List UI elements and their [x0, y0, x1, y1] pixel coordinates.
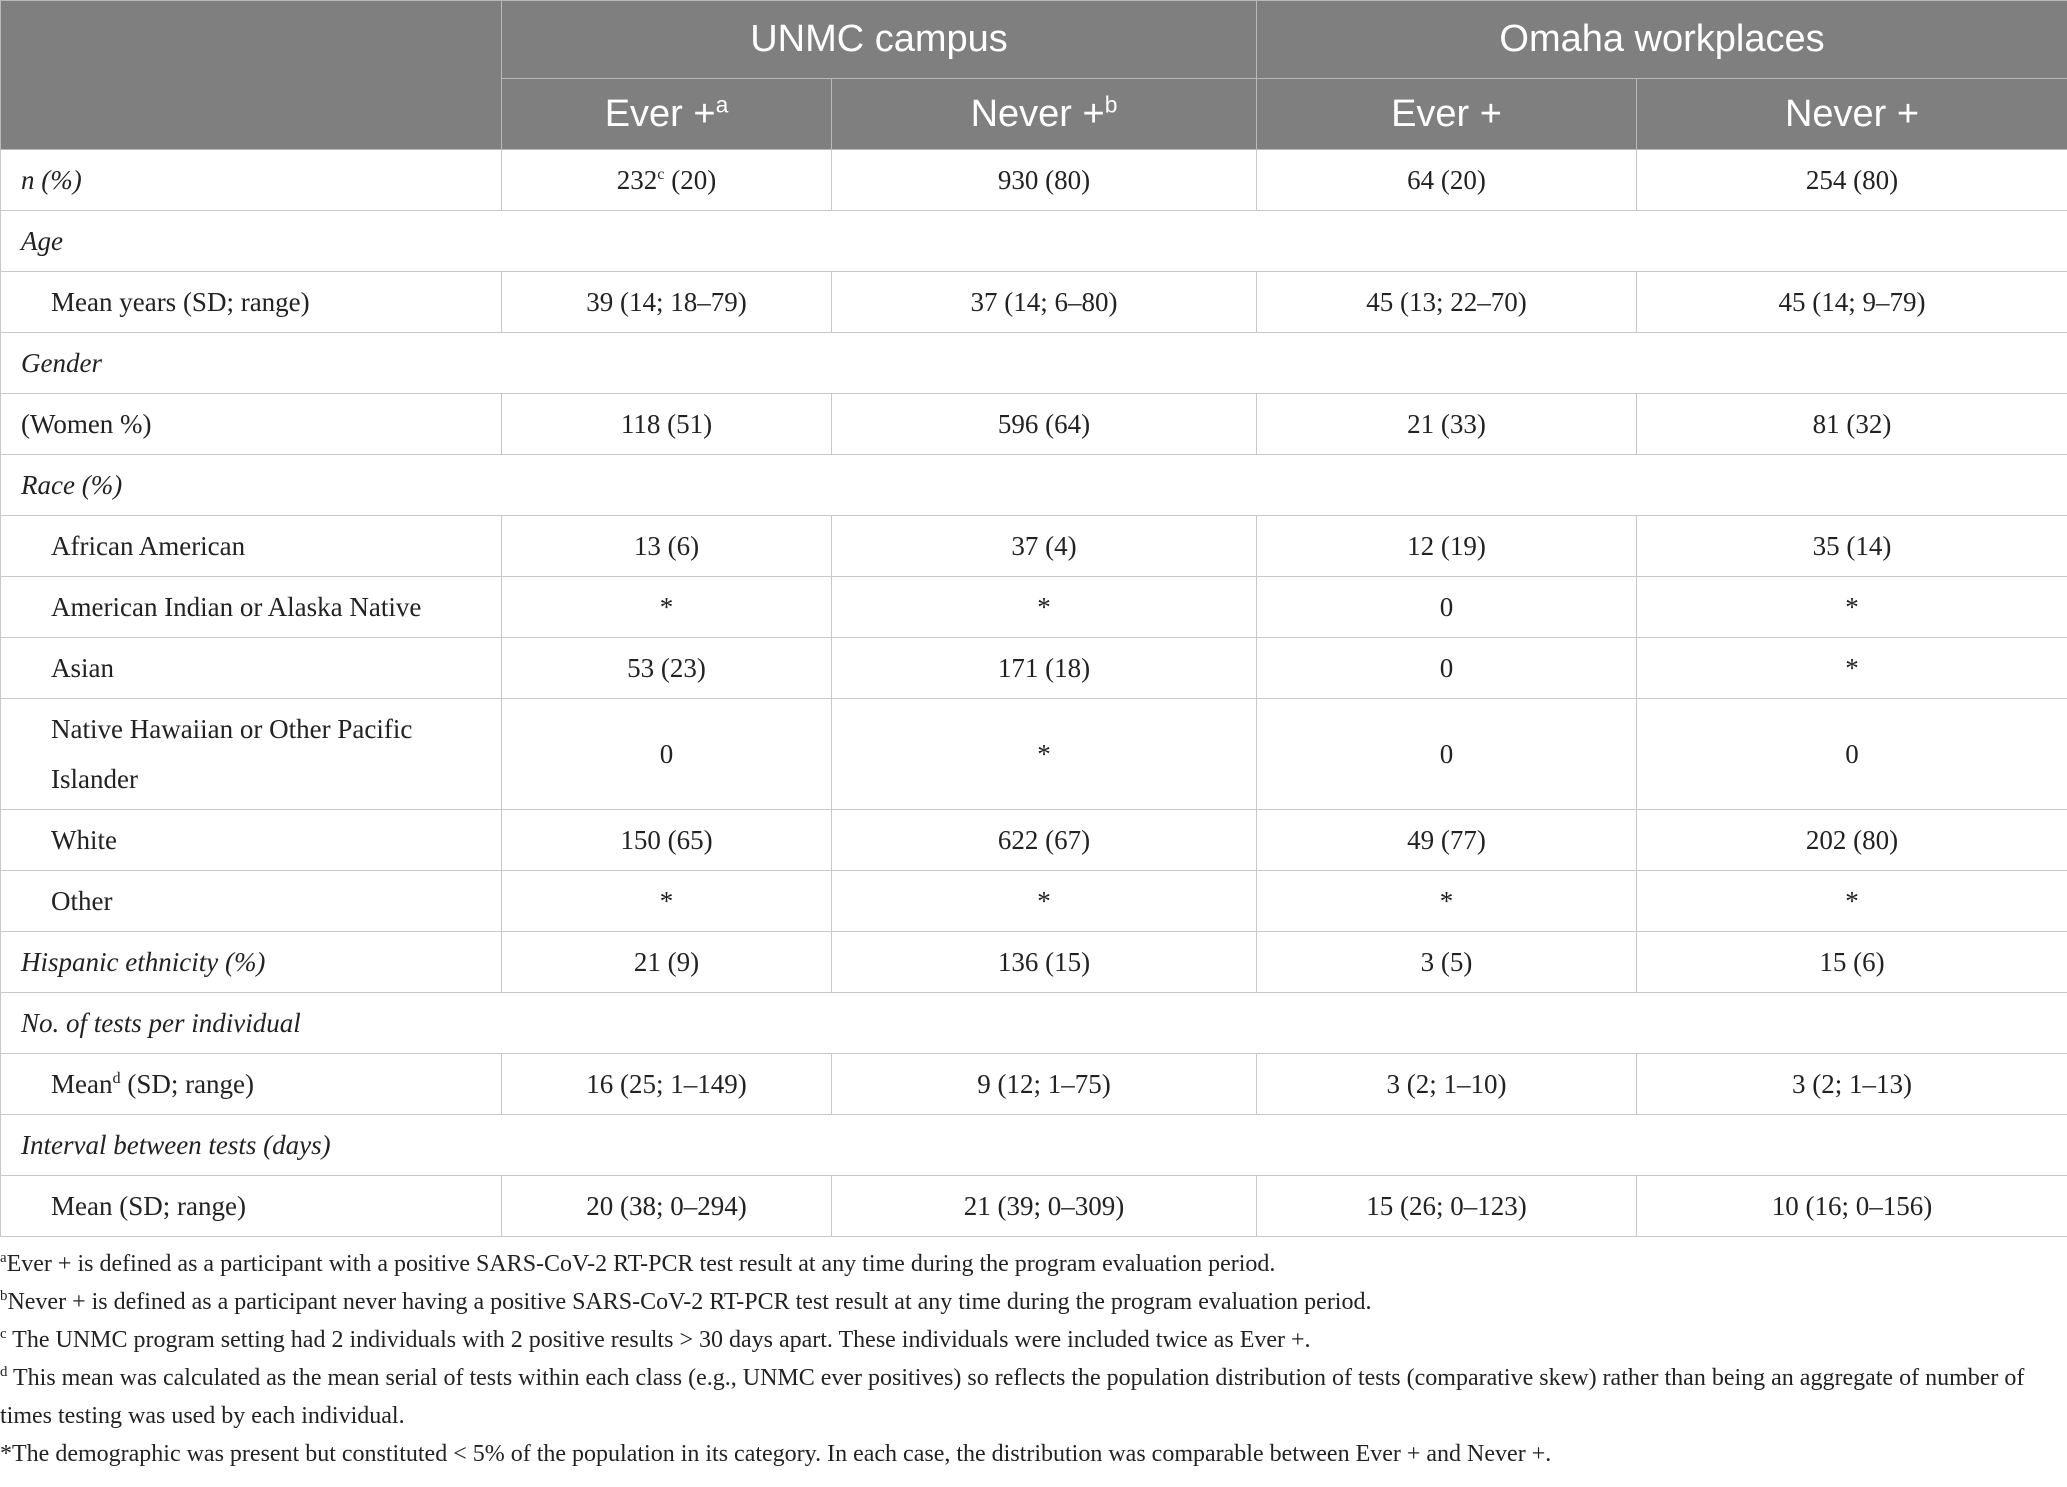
footnote-star: *The demographic was present but constituted < 5% of the population in its category. In each case, the distribution was comparable between Ever + and Never +.: [0, 1441, 1552, 1467]
footnote-a: [0, 1245, 2067, 1283]
cell-unmc-never: 37 (4): [832, 516, 1257, 577]
row-label: Mean (SD; range): [1, 1176, 502, 1237]
section-label: Race (%): [1, 455, 502, 516]
row-label: n (%): [1, 150, 502, 211]
row-label: (Women %): [1, 394, 502, 455]
cell-unmc-never: *: [832, 577, 1257, 638]
table-row-women: [1, 394, 2067, 455]
cell-omaha-never: 45 (14; 9–79): [1637, 272, 2067, 333]
footnote-c-text: The UNMC program setting had 2 individuals with 2 positive results > 30 days apart. These individuals were included twice as Ever +.: [6, 1327, 1311, 1353]
cell-omaha-never: *: [1637, 638, 2067, 699]
cell-unmc-ever: 53 (23): [502, 638, 832, 699]
table-row-white: [1, 810, 2067, 871]
cell-unmc-ever: 0: [502, 699, 832, 810]
cell-omaha-never: 81 (32): [1637, 394, 2067, 455]
cell-value-rest: (20): [664, 164, 717, 195]
cell-unmc-never: 9 (12; 1–75): [832, 1054, 1257, 1115]
section-label: Interval between tests (days): [1, 1115, 502, 1176]
section-label: Age: [1, 211, 502, 272]
footnote-c: [0, 1321, 2067, 1359]
section-label: Gender: [1, 333, 502, 394]
cell-omaha-never: 10 (16; 0–156): [1637, 1176, 2067, 1237]
header-unmc-ever: [502, 79, 832, 150]
cell-unmc-never: 136 (15): [832, 932, 1257, 993]
cell-omaha-ever: *: [1257, 871, 1637, 932]
cell-omaha-never: 35 (14): [1637, 516, 2067, 577]
row-label: Other: [1, 871, 502, 932]
cell-omaha-ever: 21 (33): [1257, 394, 1637, 455]
cell-omaha-ever: 12 (19): [1257, 516, 1637, 577]
table-row-american-indian: [1, 577, 2067, 638]
row-label: Mean years (SD; range): [1, 272, 502, 333]
header-omaha-never: Never +: [1637, 79, 2067, 150]
row-label: [1, 1054, 502, 1115]
cell-unmc-ever: 20 (38; 0–294): [502, 1176, 832, 1237]
cell-unmc-ever: 16 (25; 1–149): [502, 1054, 832, 1115]
cell-omaha-ever: 45 (13; 22–70): [1257, 272, 1637, 333]
cell-omaha-never: *: [1637, 577, 2067, 638]
cell-unmc-never: 171 (18): [832, 638, 1257, 699]
cell-unmc-ever: 118 (51): [502, 394, 832, 455]
section-row-interval: [1, 1115, 2067, 1176]
section-row-race: [1, 455, 2067, 516]
section-row-gender: [1, 333, 2067, 394]
cell-omaha-never: 15 (6): [1637, 932, 2067, 993]
row-label: African American: [1, 516, 502, 577]
cell-omaha-ever: 0: [1257, 638, 1637, 699]
table-row-interval-mean: [1, 1176, 2067, 1237]
cell-omaha-ever: 0: [1257, 577, 1637, 638]
footnote-b-mark: b: [0, 1288, 8, 1304]
footnote-d: [0, 1359, 2067, 1435]
header-unmc-campus: UNMC campus: [502, 1, 1257, 79]
section-row-age: [1, 211, 2067, 272]
cell-unmc-never: 622 (67): [832, 810, 1257, 871]
header-unmc-never-label: Never +: [970, 92, 1105, 135]
section-row-tests: [1, 993, 2067, 1054]
cell-omaha-never: *: [1637, 871, 2067, 932]
header-omaha-ever: Ever +: [1257, 79, 1637, 150]
cell-unmc-ever: 39 (14; 18–79): [502, 272, 832, 333]
cell-omaha-ever: 64 (20): [1257, 150, 1637, 211]
footnote-a-text: Ever + is defined as a participant with a positive SARS-CoV-2 RT-PCR test result at any time during the program evaluation period.: [6, 1251, 1276, 1277]
cell-value: 232: [616, 164, 658, 195]
header-omaha-workplaces: Omaha workplaces: [1257, 1, 2067, 79]
cell-unmc-never: 930 (80): [832, 150, 1257, 211]
header-unmc-never: [832, 79, 1257, 150]
table-row-african-american: [1, 516, 2067, 577]
cell-omaha-ever: 15 (26; 0–123): [1257, 1176, 1637, 1237]
cell-unmc-never: *: [832, 699, 1257, 810]
cell-omaha-ever: 3 (2; 1–10): [1257, 1054, 1637, 1115]
footnote-d-text: This mean was calculated as the mean serial of tests within each class (e.g., UNMC ever positives) so reflects the population distribution of tests (comparative skew) rather than being an aggregate of number of times testing was used by each individual.: [0, 1365, 2025, 1429]
row-label: Hispanic ethnicity (%): [1, 932, 502, 993]
cell-unmc-never: 37 (14; 6–80): [832, 272, 1257, 333]
footnote-mark-c: c: [657, 164, 665, 183]
footnote-b-text: Never + is defined as a participant never having a positive SARS-CoV-2 RT-PCR test result at any time during the program evaluation period.: [7, 1289, 1372, 1315]
row-label-line1: Native Hawaiian or Other Pacific: [51, 714, 413, 744]
table-footnotes: [0, 1237, 2067, 1473]
table-row-asian: [1, 638, 2067, 699]
cell-unmc-ever: 13 (6): [502, 516, 832, 577]
cell-omaha-ever: 49 (77): [1257, 810, 1637, 871]
footnote-c-mark: c: [0, 1326, 7, 1342]
cell-omaha-never: 202 (80): [1637, 810, 2067, 871]
cell-omaha-never: 254 (80): [1637, 150, 2067, 211]
cell-omaha-never: 3 (2; 1–13): [1637, 1054, 2067, 1115]
cell-omaha-never: 0: [1637, 699, 2067, 810]
cell-unmc-never: 596 (64): [832, 394, 1257, 455]
cell-unmc-ever: 21 (9): [502, 932, 832, 993]
cell-unmc-never: 21 (39; 0–309): [832, 1176, 1257, 1237]
row-label: Asian: [1, 638, 502, 699]
row-label: American Indian or Alaska Native: [1, 577, 502, 638]
footnote-mark-b: b: [1104, 90, 1118, 117]
cell-omaha-ever: 0: [1257, 699, 1637, 810]
header-row-groups: [1, 1, 2067, 79]
footnote-mark-a: a: [715, 90, 729, 117]
table-row-n: [1, 150, 2067, 211]
table-row-native-hawaiian: [1, 699, 2067, 810]
footnote-mark-d: d: [112, 1068, 121, 1087]
row-label: [1, 699, 502, 810]
table-row-age-mean: [1, 272, 2067, 333]
table-row-other: [1, 871, 2067, 932]
cell-unmc-ever: *: [502, 577, 832, 638]
cell-unmc-never: *: [832, 871, 1257, 932]
cell-unmc-ever: [502, 150, 832, 211]
header-unmc-ever-label: Ever +: [604, 92, 716, 135]
cell-unmc-ever: 150 (65): [502, 810, 832, 871]
row-label-line2: Islander: [51, 764, 138, 794]
footnote-b: [0, 1283, 2067, 1321]
cell-unmc-ever: *: [502, 871, 832, 932]
section-label: No. of tests per individual: [1, 993, 502, 1054]
footnote-d-mark: d: [0, 1364, 8, 1380]
cell-omaha-ever: 3 (5): [1257, 932, 1637, 993]
row-label: White: [1, 810, 502, 871]
header-empty-cell: [1, 1, 502, 150]
table-row-hispanic: [1, 932, 2067, 993]
table-row-tests-mean: [1, 1054, 2067, 1115]
row-label-rest: (SD; range): [120, 1068, 255, 1099]
footnote-a-mark: a: [0, 1250, 7, 1266]
row-label-text: Mean: [51, 1068, 113, 1099]
